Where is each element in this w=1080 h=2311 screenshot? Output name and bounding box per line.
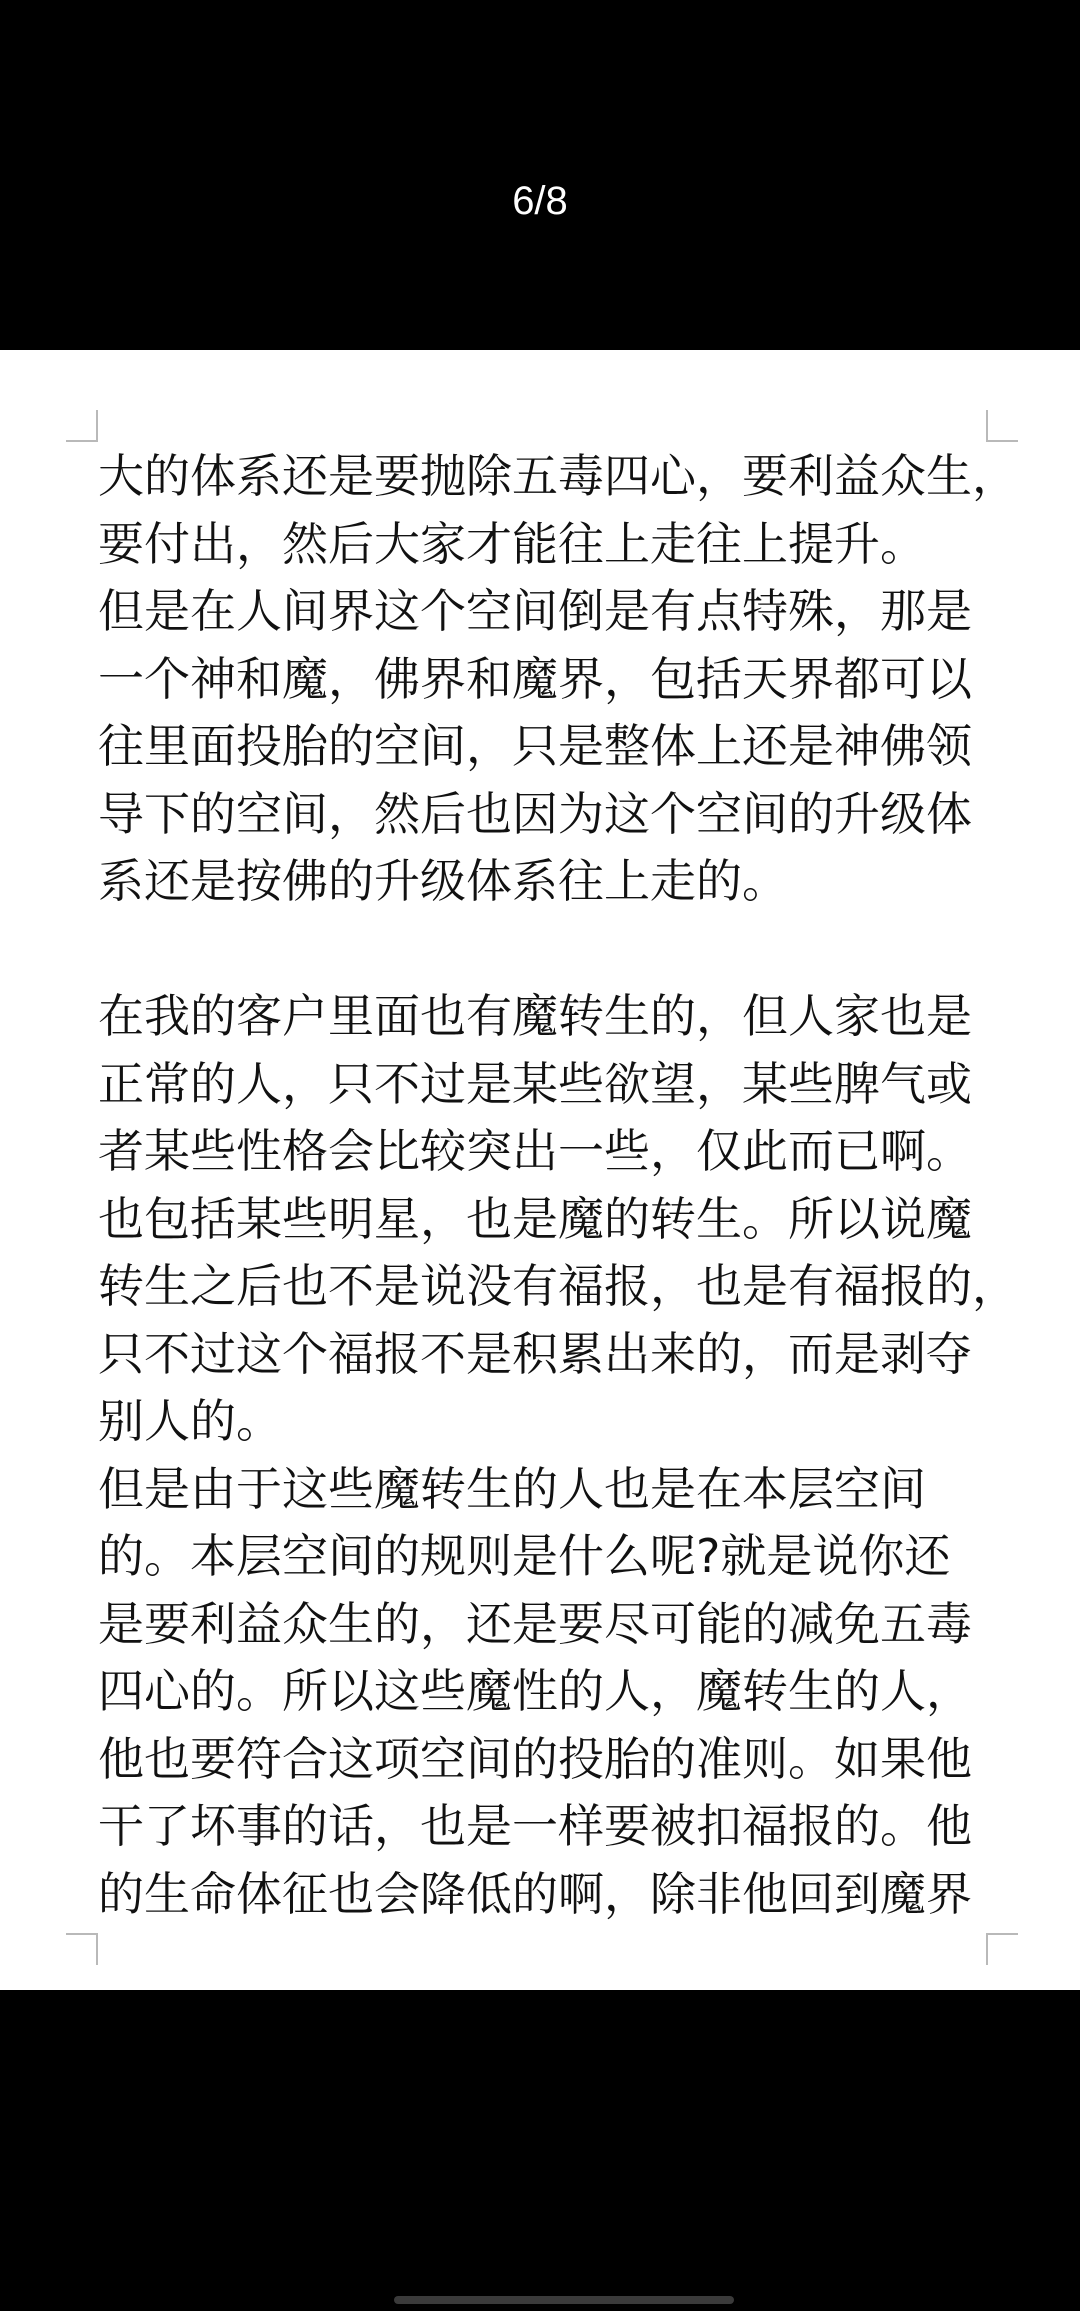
text-line: 四心的。所以这些魔性的人，魔转生的人，: [98, 1664, 972, 1718]
text-line: 的。本层空间的规则是什么呢?就是说你还: [98, 1529, 951, 1583]
text-line: 转生之后也不是说没有福报，也是有福报的，: [98, 1259, 1018, 1313]
crop-mark-bottom-right: [986, 1933, 1018, 1965]
text-line: 一个神和魔，佛界和魔界，包括天界都可以: [98, 651, 972, 706]
paragraph-gap: [98, 916, 1018, 984]
text-line: 是要利益众生的，还是要尽可能的减免五毒: [98, 1596, 972, 1651]
viewer-top-bar: [0, 0, 1080, 350]
crop-mark-bottom-left: [66, 1933, 98, 1965]
text-line: 但是由于这些魔转生的人也是在本层空间: [98, 1461, 926, 1516]
text-line: 正常的人，只不过是某些欲望，某些脾气或: [98, 1056, 972, 1111]
document-text: [98, 443, 1018, 1928]
text-line: 要付出，然后大家才能往上走往上提升。: [98, 516, 926, 571]
crop-mark-top-right: [986, 410, 1018, 442]
text-line: 但是在人间界这个空间倒是有点特殊，那是: [98, 584, 972, 638]
home-indicator[interactable]: [394, 2296, 734, 2304]
text-line: 导下的空间，然后也因为这个空间的升级体: [98, 786, 972, 841]
document-page[interactable]: [0, 350, 1080, 1990]
text-line: 他也要符合这项空间的投胎的准则。如果他: [98, 1731, 972, 1786]
text-line: 只不过这个福报不是积累出来的，而是剥夺: [98, 1326, 972, 1381]
text-line: 在我的客户里面也有魔转生的，但人家也是: [98, 989, 972, 1043]
text-line: 干了坏事的话，也是一样要被扣福报的。他: [98, 1799, 972, 1853]
text-line: 者某些性格会比较突出一些，仅此而已啊。: [98, 1124, 972, 1178]
text-line: 别人的。: [98, 1394, 282, 1448]
text-line: 系还是按佛的升级体系往上走的。: [98, 854, 788, 908]
crop-mark-top-left: [66, 410, 98, 442]
text-line: 大的体系还是要抛除五毒四心，要利益众生，: [98, 449, 1018, 503]
text-line: 往里面投胎的空间，只是整体上还是神佛领: [98, 719, 972, 773]
text-line: 也包括某些明星，也是魔的转生。所以说魔: [98, 1191, 972, 1246]
text-line: 的生命体征也会降低的啊，除非他回到魔界: [98, 1866, 972, 1921]
page-counter: 6/8: [512, 179, 568, 223]
